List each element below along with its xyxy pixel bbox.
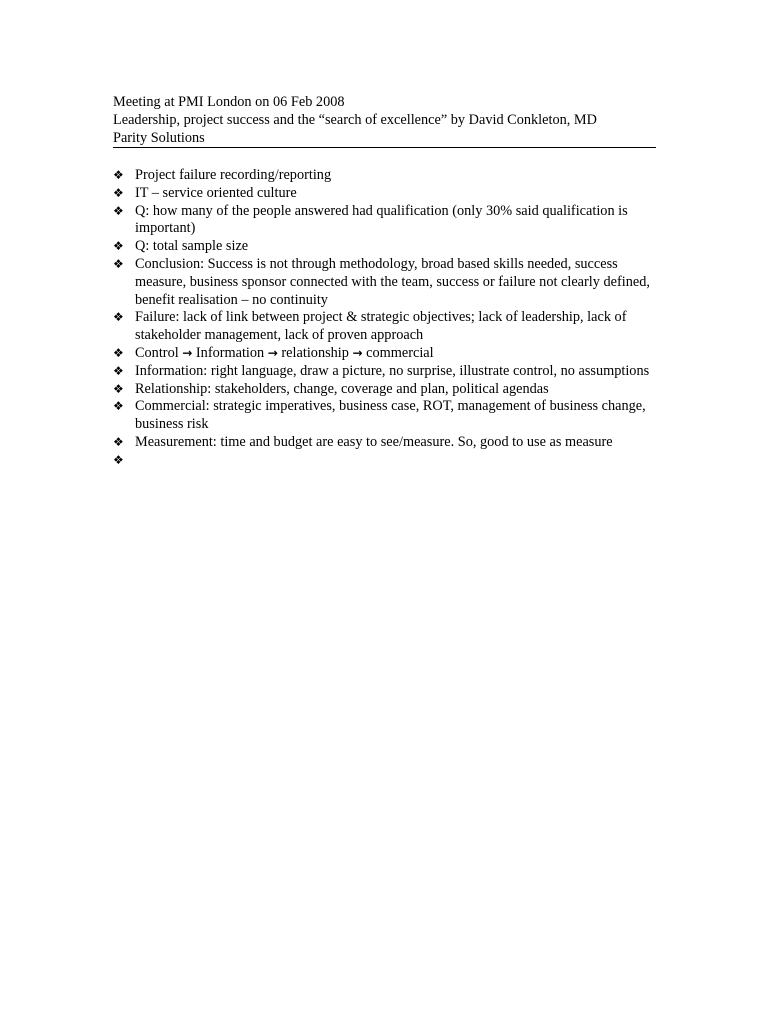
note-item: [113, 398, 658, 434]
diamond-bullet-icon: ❖: [113, 434, 124, 449]
note-item: [113, 309, 658, 345]
note-text: Failure: lack of link between project & strategic objectives; lack of leadership, lack of stakeholder management, lack of proven approach: [135, 309, 627, 344]
flow-note: [135, 345, 658, 363]
flow-step-relationship: relationship: [281, 344, 349, 361]
note-item: [113, 167, 658, 185]
arrow-right-icon: →: [182, 345, 193, 360]
note-text: Commercial: strategic imperatives, business case, ROT, management of business change, business risk: [135, 398, 646, 433]
speaker-company: Parity Solutions: [113, 129, 205, 146]
diamond-bullet-icon: ❖: [113, 256, 124, 271]
note-text: Q: total sample size: [135, 238, 249, 255]
note-text: Relationship: stakeholders, change, coverage and plan, political agendas: [135, 380, 549, 397]
note-item: [113, 363, 658, 381]
diamond-bullet-icon: ❖: [113, 399, 124, 414]
note-text: Q: how many of the people answered had qualification (only 30% said qualification is important): [135, 202, 628, 237]
meeting-notes-list: [113, 167, 658, 470]
diamond-bullet-icon: ❖: [113, 168, 124, 182]
note-item: [113, 381, 658, 399]
meeting-header: [113, 94, 656, 148]
diamond-bullet-icon: ❖: [113, 363, 124, 378]
flow-step-information: Information: [195, 344, 265, 361]
note-text: Project failure recording/reporting: [135, 167, 332, 183]
diamond-bullet-icon: ❖: [113, 452, 124, 467]
note-item-empty: [113, 452, 658, 470]
arrow-right-icon: →: [352, 345, 363, 360]
note-item: [113, 434, 658, 452]
note-item-flow: [113, 345, 658, 363]
note-text: Information: right language, draw a picture, no surprise, illustrate control, no assumptions: [135, 362, 650, 379]
note-item: [113, 203, 658, 239]
flow-step-commercial: commercial: [366, 344, 434, 361]
diamond-bullet-icon: ❖: [113, 185, 124, 200]
flow-step-control: Control: [135, 344, 179, 361]
talk-title: Leadership, project success and the “search of excellence” by David Conkleton, MD: [113, 111, 597, 128]
note-text: Conclusion: Success is not through methodology, broad based skills needed, success measure, business sponsor connected with the team, success or failure not clearly defined, benefit realisation – no continuity: [135, 255, 650, 308]
note-text: IT – service oriented culture: [135, 184, 297, 201]
note-item: [113, 185, 658, 203]
diamond-bullet-icon: ❖: [113, 381, 124, 396]
diamond-bullet-icon: ❖: [113, 239, 124, 254]
note-text: Measurement: time and budget are easy to see/measure. So, good to use as measure: [135, 433, 613, 450]
diamond-bullet-icon: ❖: [113, 345, 124, 360]
arrow-right-icon: →: [267, 345, 278, 360]
diamond-bullet-icon: ❖: [113, 203, 124, 218]
note-item: [113, 256, 658, 309]
diamond-bullet-icon: ❖: [113, 310, 124, 325]
note-item: [113, 238, 658, 256]
meeting-title: Meeting at PMI London on 06 Feb 2008: [113, 94, 345, 110]
